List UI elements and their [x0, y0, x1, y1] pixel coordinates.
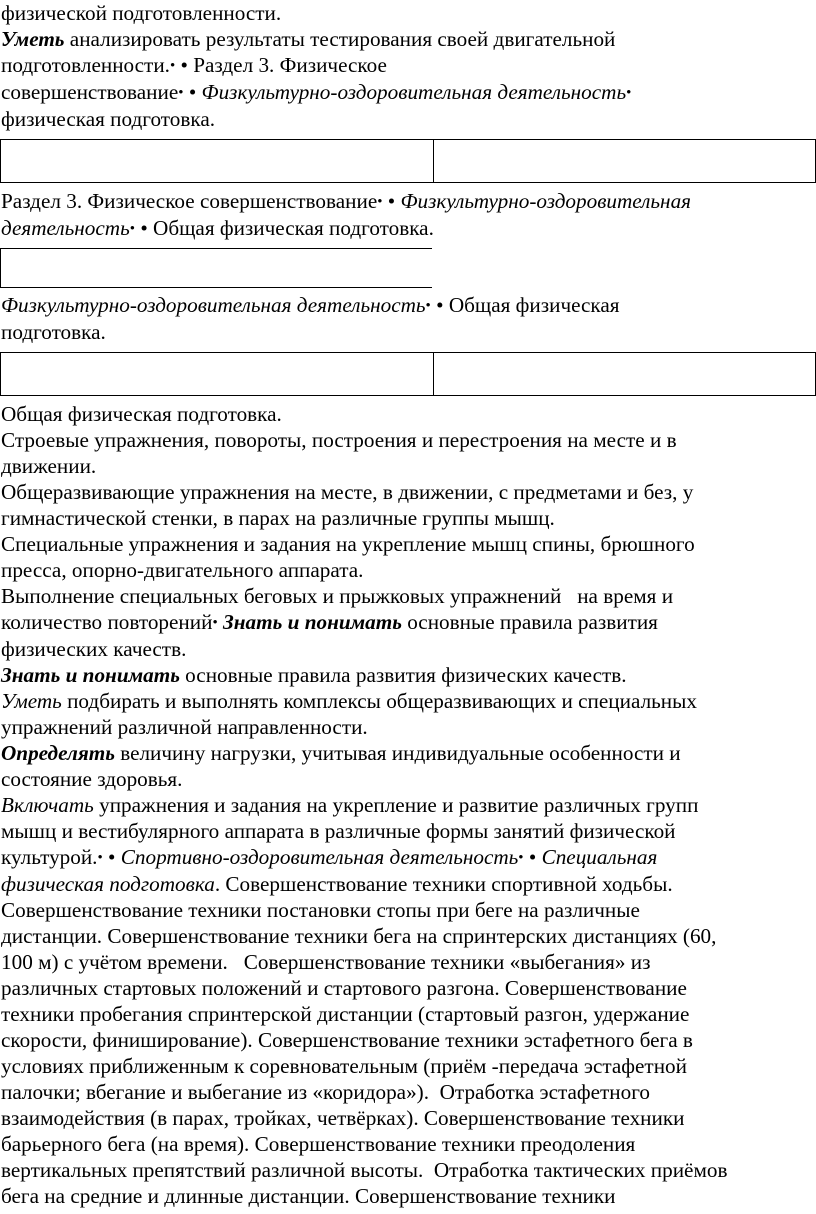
bullet-icon: • — [425, 298, 431, 314]
text-run: • Общая физическая — [430, 293, 620, 317]
text-run: • — [183, 80, 202, 104]
italic-run: Физкультурно-оздоровительная — [400, 189, 692, 213]
text-line — [0, 1079, 816, 1105]
text-run: дистанции. Совершенствование техники бега на спринтерских дистанциях (60, — [1, 924, 717, 948]
text-run: барьерного бега (на время). Совершенствование техники преодоления — [1, 1132, 636, 1156]
empty-table-row — [0, 248, 432, 288]
italic-run: деятельность — [1, 216, 130, 240]
text-run: скорости, финиширование). Совершенствование техники эстафетного бега в — [1, 1028, 693, 1052]
text-line — [0, 949, 816, 975]
text-line — [0, 215, 816, 242]
text-line — [0, 844, 816, 871]
text-run: палочки; вбегание и выбегание из «коридора»). Отработка эстафетного — [1, 1080, 650, 1104]
bullet-icon: • — [626, 85, 632, 101]
bullet-icon: • — [97, 850, 103, 866]
text-run: • — [382, 189, 401, 213]
text-run: культурой. — [1, 845, 98, 869]
text-run: гимнастической стенки, в парах на различные группы мышц. — [1, 506, 555, 530]
text-run: техники пробегания спринтерской дистанции (стартовый разгон, удержание — [1, 1002, 690, 1026]
text-run: анализировать результаты тестирования своей двигательной — [64, 27, 616, 51]
text-line — [0, 557, 816, 583]
emphasis-run: Уметь — [1, 27, 65, 51]
text-run: совершенствование — [1, 80, 179, 104]
text-line — [0, 1105, 816, 1131]
text-line — [0, 1053, 816, 1079]
text-run: величину нагрузки, учитывая индивидуальные особенности и — [114, 741, 681, 765]
text-line — [0, 0, 816, 26]
text-line — [0, 818, 816, 844]
text-run: вертикальных препятствий различной высоты. Отработка тактических приёмов — [1, 1158, 728, 1182]
text-run: основные правила развития физических качеств. — [179, 663, 627, 687]
text-run: • Общая физическая подготовка. — [135, 216, 434, 240]
text-run: пресса, опорно-двигательного аппарата. — [1, 558, 364, 582]
text-run: 100 м) с учётом времени. Совершенствование техники «выбегания» из — [1, 950, 651, 974]
text-line — [0, 975, 816, 1001]
text-run: Общая физическая подготовка. — [1, 402, 282, 426]
text-run: • — [523, 845, 542, 869]
empty-table-row — [0, 352, 816, 396]
text-run: Выполнение специальных беговых и прыжковых упражнений на время и — [1, 584, 674, 608]
text-line — [0, 26, 816, 52]
italic-run: Специальная — [541, 845, 658, 869]
text-run: физических качеств. — [1, 637, 187, 661]
text-line — [0, 871, 816, 897]
text-line — [0, 583, 816, 609]
text-line — [0, 1027, 816, 1053]
bullet-icon: • — [169, 58, 176, 74]
italic-run: Включать — [1, 793, 94, 817]
italic-run: Физкультурно-оздоровительная деятельность — [201, 80, 627, 104]
bullet-icon: • — [129, 221, 136, 237]
text-line — [0, 52, 816, 79]
italic-run: Физкультурно-оздоровительная деятельность — [1, 293, 426, 317]
text-line — [0, 766, 816, 792]
text-run: . Совершенствование техники спортивной ходьбы. — [214, 872, 673, 896]
text-line — [0, 479, 816, 505]
text-run: физическая подготовка. — [1, 107, 216, 131]
text-line — [0, 531, 816, 557]
text-line — [0, 505, 816, 531]
bullet-icon: • — [518, 850, 524, 866]
text-run: Раздел 3. Физическое совершенствование — [1, 189, 378, 213]
text-run: бега на средние и длинные дистанции. Совершенствование техники — [1, 1184, 616, 1208]
text-line — [0, 1001, 816, 1027]
text-line — [0, 79, 816, 106]
table-cell-divider — [433, 353, 434, 395]
text-run: Совершенствование техники постановки стопы при беге на различные — [1, 898, 640, 922]
italic-run: Уметь — [1, 689, 62, 713]
text-line — [0, 106, 816, 132]
text-run: количество повторений — [1, 610, 213, 634]
text-line — [0, 688, 816, 714]
text-line — [0, 740, 816, 766]
text-run: подбирать и выполнять комплексы общеразвивающих и специальных — [61, 689, 697, 713]
text-run: физической подготовленности. — [1, 1, 282, 25]
italic-run: физическая подготовка — [1, 872, 215, 896]
text-line — [0, 1183, 816, 1209]
emphasis-run: Определять — [1, 741, 115, 765]
text-run: Общеразвивающие упражнения на месте, в движении, с предметами и без, у — [1, 480, 694, 504]
bullet-icon: • — [178, 85, 184, 101]
emphasis-run: Знать и понимать — [223, 610, 402, 634]
text-line — [0, 636, 816, 662]
text-run: движении. — [1, 454, 97, 478]
text-run: Строевые упражнения, повороты, построения и перестроения на месте и в — [1, 428, 677, 452]
text-line — [0, 1131, 816, 1157]
text-line — [0, 1157, 816, 1183]
text-line — [0, 923, 816, 949]
empty-table-row — [0, 139, 816, 183]
text-run: состояние здоровья. — [1, 767, 183, 791]
bullet-icon: • — [377, 194, 383, 210]
text-line — [0, 188, 816, 215]
text-line — [0, 401, 816, 427]
text-run: • — [102, 845, 121, 869]
text-line — [0, 662, 816, 688]
italic-run: Спортивно-оздоровительная деятельность — [120, 845, 519, 869]
table-cell-divider — [433, 140, 434, 182]
text-line — [0, 714, 816, 740]
text-run: • Раздел 3. Физическое — [175, 53, 387, 77]
text-run: упражнений различной направленности. — [1, 715, 368, 739]
text-line — [0, 427, 816, 453]
text-run: основные правила развития — [401, 610, 658, 634]
text-run: взаимодействия (в парах, тройках, четвёрках). Совершенствование техники — [1, 1106, 685, 1130]
text-line — [0, 292, 816, 319]
text-line — [0, 792, 816, 818]
emphasis-run: Знать и понимать — [1, 663, 180, 687]
text-run: подготовленности. — [1, 53, 170, 77]
text-run: подготовка. — [1, 320, 106, 344]
text-line — [0, 609, 816, 636]
text-run: Специальные упражнения и задания на укрепление мышц спины, брюшного — [1, 532, 695, 556]
text-run: различных стартовых положений и стартового разгона. Совершенствование — [1, 976, 687, 1000]
bullet-icon: • — [212, 615, 218, 631]
text-line — [0, 897, 816, 923]
text-run: упражнения и задания на укрепление и развитие различных групп — [93, 793, 699, 817]
text-line — [0, 319, 816, 345]
text-line — [0, 453, 816, 479]
text-run: условиях приближенным к соревновательным (приём -передача эстафетной — [1, 1054, 687, 1078]
text-run: мышц и вестибулярного аппарата в различные формы занятий физической — [1, 819, 676, 843]
